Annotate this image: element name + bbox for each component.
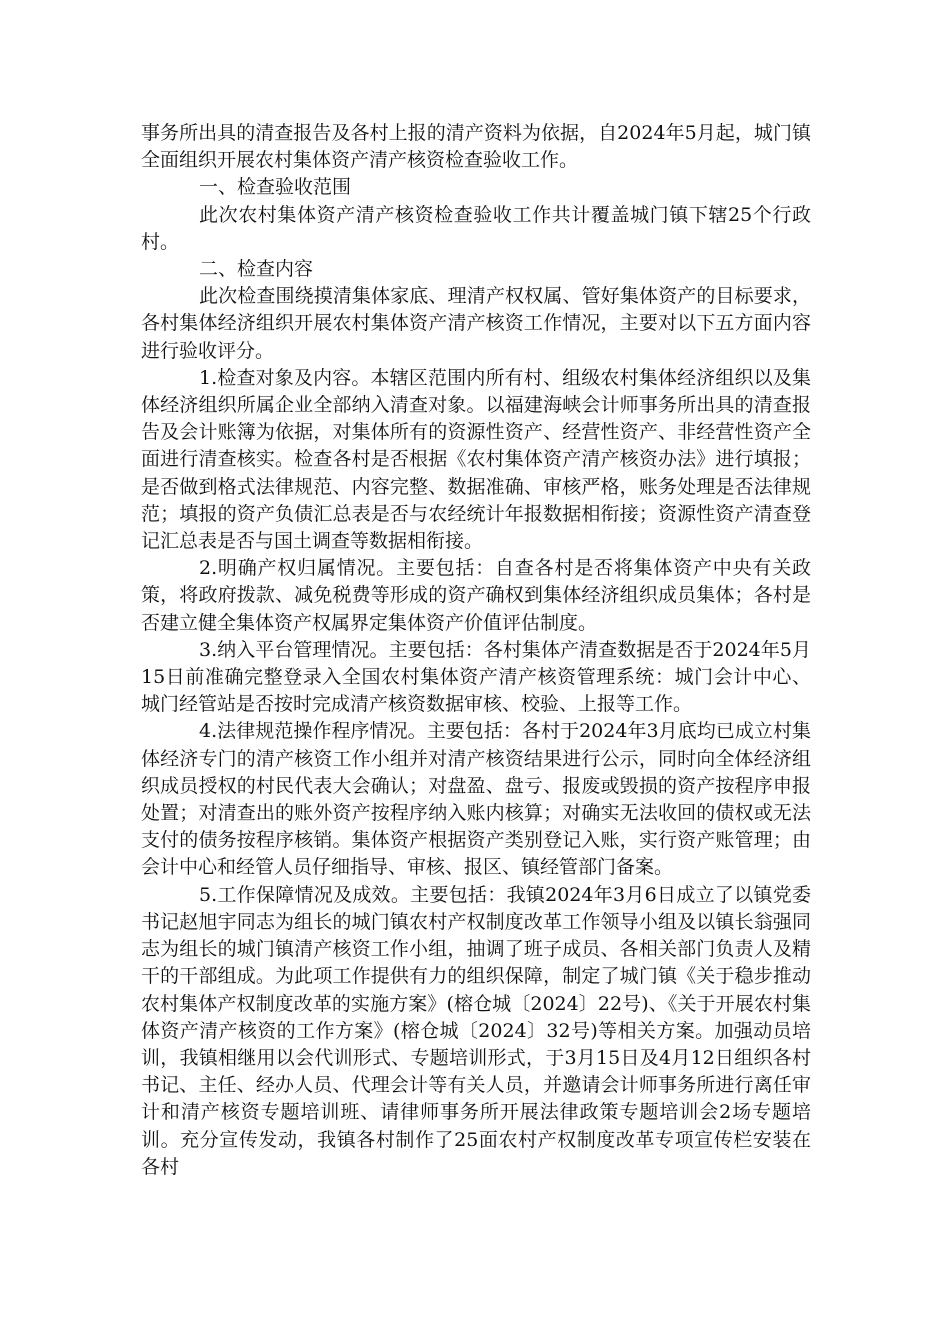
paragraph-scope: 此次农村集体资产清产核资检查验收工作共计覆盖城门镇下辖25个行政村。 <box>141 203 811 253</box>
paragraph-item-2: 2.明确产权归属情况。主要包括：自查各村是否将集体资产中央有关政策，将政府拨款、减免税费等形成的资产确权到集体经济组织成员集体；各村是否建立健全集体资产权属界定集体资产价值评估制度。 <box>141 557 811 634</box>
document-body <box>141 120 811 1181</box>
heading-inspection-content: 二、检查内容 <box>199 258 314 281</box>
heading-inspection-scope: 一、检查验收范围 <box>199 176 352 199</box>
paragraph-intro-continued: 事务所出具的清查报告及各村上报的清产资料为依据，自2024年5月起，城门镇全面组织开展农村集体资产清产核资检查验收工作。 <box>141 122 811 172</box>
paragraph-item-4: 4.法律规范操作程序情况。主要包括：各村于2024年3月底均已成立村集体经济专门的清产核资工作小组并对清产核资结果进行公示，同时向全体经济组织成员授权的村民代表大会确认；对盘盈、盘亏、报废或毁损的资产按程序申报处置；对清查出的账外资产按程序纳入账内核算；对确实无法收回的债权或无法支付的债务按程序核销。集体资产根据资产类别登记入账，实行资产账管理；由会计中心和经管人员仔细指导、审核、报区、镇经管部门备案。 <box>141 720 811 879</box>
paragraph-content-overview: 此次检查围绕摸清集体家底、理清产权权属、管好集体资产的目标要求，各村集体经济组织开展农村集体资产清产核资工作情况，主要对以下五方面内容进行验收评分。 <box>141 285 811 362</box>
paragraph-item-5: 5.工作保障情况及成效。主要包括：我镇2024年3月6日成立了以镇党委书记赵旭宇同志为组长的城门镇农村产权制度改革工作领导小组及以镇长翁强同志为组长的城门镇清产核资工作小组，抽调了班子成员、各相关部门负责人及精干的干部组成。为此项工作提供有力的组织保障，制定了城门镇《关于稳步推动农村集体产权制度改革的实施方案》(榕仓城〔2024〕22号)、《关于开展农村集体资产清产核资的工作方案》(榕仓城〔2024〕32号)等相关方案。加强动员培训，我镇相继用以会代训形式、专题培训形式，于3月15日及4月12日组织各村书记、主任、经办人员、代理会计等有关人员，并邀请会计师事务所进行离任审计和清产核资专题培训班、请律师事务所开展法律政策专题培训会2场专题培训。充分宣传发动，我镇各村制作了25面农村产权制度改革专项宣传栏安装在各村 <box>141 883 811 1178</box>
paragraph-item-3: 3.纳入平台管理情况。主要包括：各村集体产清查数据是否于2024年5月15日前准确完整登录入全国农村集体资产清产核资管理系统：城门会计中心、城门经管站是否按时完成清产核资数据审核、校验、上报等工作。 <box>141 638 811 716</box>
paragraph-item-1: 1.检查对象及内容。本辖区范围内所有村、组级农村集体经济组织以及集体经济组织所属企业全部纳入清查对象。以福建海峡会计师事务所出具的清查报告及会计账簿为依据，对集体所有的资源性资产、经营性资产、非经营性资产全面进行清查核实。检查各村是否根据《农村集体资产清产核资办法》进行填报；是否做到格式法律规范、内容完整、数据准确、审核严格，账务处理是否法律规范；填报的资产负债汇总表是否与农经统计年报数据相衔接；资源性资产清查登记汇总表是否与国土调查等数据相衔接。 <box>141 366 811 553</box>
